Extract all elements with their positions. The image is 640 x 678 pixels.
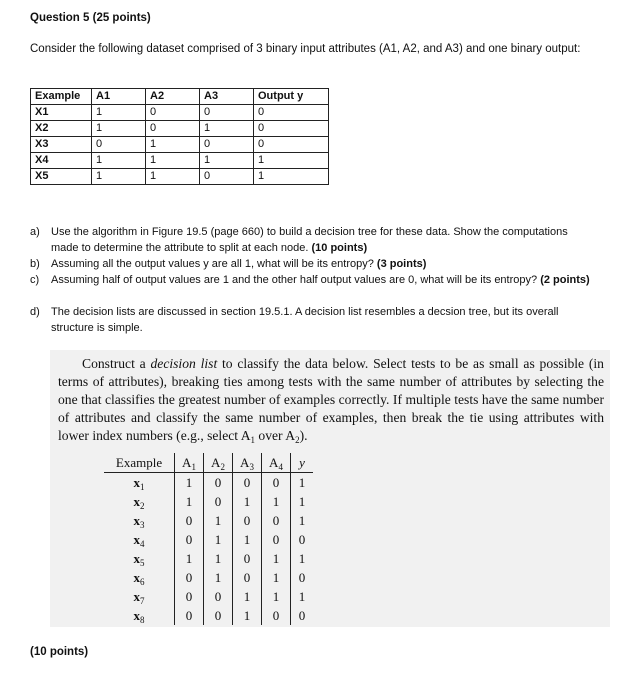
table-cell: 0 [298, 532, 306, 547]
table-header-row [31, 89, 329, 105]
dataset-table [30, 88, 329, 185]
part-points: (10 points) [311, 242, 368, 254]
part-a [30, 224, 590, 256]
table-cell: 1 [92, 153, 146, 169]
table-cell: 0 [175, 568, 204, 587]
part-text: The decision lists are discussed in section 19.5.1. A decision list resembles a decsion tree, but its overall structure is simple. [51, 306, 559, 334]
example-cell [104, 473, 175, 493]
table-cell: X3 [31, 137, 92, 153]
textbook-paragraph [58, 355, 604, 445]
example-x: x [133, 475, 140, 490]
table-cell: 1 [175, 473, 204, 493]
table-cell: X4 [31, 153, 92, 169]
example-cell [104, 511, 175, 530]
header-cell [175, 453, 204, 473]
table-cell: 0 [175, 511, 204, 530]
example-sub: 4 [140, 539, 145, 549]
header-letter: A [269, 455, 279, 470]
table-row [104, 606, 313, 625]
example-cell [104, 568, 175, 587]
table-cell: 1 [92, 169, 146, 185]
table-cell: 1 [204, 511, 233, 530]
header-cell [204, 453, 233, 473]
part-points: (3 points) [376, 258, 427, 270]
part-c [30, 272, 590, 288]
table-cell: 0 [262, 606, 291, 625]
book-emphasis: decision list [150, 356, 218, 371]
table-cell: 0 [204, 587, 233, 606]
header-cell: A3 [200, 89, 254, 105]
header-cell: A2 [146, 89, 200, 105]
header-cell: A1 [92, 89, 146, 105]
part-d [30, 304, 590, 336]
table-cell: 0 [262, 530, 291, 549]
example-sub: 6 [140, 577, 145, 587]
example-sub: 7 [140, 596, 145, 606]
table-row [104, 568, 313, 587]
part-label: d) [30, 306, 40, 318]
table-cell: 0 [146, 105, 200, 121]
header-y: y [299, 455, 305, 470]
table-cell: 1 [262, 492, 291, 511]
header-sub: 4 [278, 462, 283, 472]
part-label: b) [30, 258, 40, 270]
part-text: Assuming half of output values are 1 and the other half output values are 0, what will be its entropy? [51, 274, 538, 286]
example-sub: 1 [140, 482, 145, 492]
footer-points: (10 points) [30, 646, 89, 658]
table-cell: 1 [204, 530, 233, 549]
table-cell: 0 [92, 137, 146, 153]
table-cell: 0 [233, 511, 262, 530]
part-text: Assuming all the output values y are all 1, what will be its entropy? [51, 258, 374, 270]
table-cell: 1 [204, 549, 233, 568]
example-sub: 8 [140, 615, 145, 625]
table-row [104, 587, 313, 606]
table-cell: 0 [175, 587, 204, 606]
table-header-row [104, 453, 313, 473]
table-cell: X5 [31, 169, 92, 185]
table-cell: 0 [233, 549, 262, 568]
part-b [30, 256, 590, 272]
table-cell: 1 [233, 530, 262, 549]
table-cell: 0 [175, 606, 204, 625]
table-cell: 0 [200, 169, 254, 185]
table-cell: 0 [175, 530, 204, 549]
table-cell: 1 [146, 153, 200, 169]
table-cell: 0 [254, 137, 329, 153]
table-row [104, 492, 313, 511]
table-cell: 0 [262, 511, 291, 530]
example-x: x [133, 570, 140, 585]
header-letter: A [240, 455, 250, 470]
example-cell [104, 492, 175, 511]
table-cell: 1 [298, 589, 306, 604]
table-cell: 0 [204, 606, 233, 625]
table-row [104, 473, 313, 493]
table-cell: 0 [298, 608, 306, 623]
book-text: to classify the data below. Select tests to be as small as possible (in terms of attributes), breaking ties among tests with the same number of attributes by selecting the one that classifies the greatest number of examples correctly. If multiple tests have the same number of attributes and classify the same number of examples, then break the tie using attributes with lower index numbers (e.g., select A [58, 356, 604, 443]
table-cell: 0 [204, 492, 233, 511]
table-cell: 0 [233, 568, 262, 587]
table-cell: 1 [233, 492, 262, 511]
table-row [104, 530, 313, 549]
table-cell: 0 [146, 121, 200, 137]
example-cell [104, 606, 175, 625]
table-cell: 0 [254, 105, 329, 121]
table-cell: 0 [200, 105, 254, 121]
header-sub: 2 [220, 462, 225, 472]
question-intro: Consider the following dataset comprised of 3 binary input attributes (A1, A2, and A3) and one binary output: [30, 43, 581, 55]
header-cell [262, 453, 291, 473]
decision-list-table [104, 453, 313, 625]
example-sub: 3 [140, 520, 145, 530]
header-letter: A [211, 455, 221, 470]
table-cell: 1 [298, 551, 306, 566]
table-cell: 1 [233, 606, 262, 625]
example-x: x [133, 532, 140, 547]
table-cell: 1 [262, 568, 291, 587]
example-x: x [133, 589, 140, 604]
table-cell: X2 [31, 121, 92, 137]
table-cell: 1 [204, 568, 233, 587]
table-cell: 1 [92, 105, 146, 121]
table-cell: 0 [200, 137, 254, 153]
table-cell: 0 [204, 473, 233, 493]
table-cell: 1 [92, 121, 146, 137]
table-cell: 0 [254, 121, 329, 137]
book-text: ). [299, 428, 308, 443]
question-title: Question 5 (25 points) [30, 12, 151, 24]
book-subscript: 1 [250, 435, 256, 445]
example-x: x [133, 494, 140, 509]
table-cell: 1 [298, 513, 306, 528]
example-x: x [133, 551, 140, 566]
table-cell: 1 [233, 587, 262, 606]
table-cell: 1 [254, 169, 329, 185]
table-row [104, 549, 313, 568]
table-cell: 1 [200, 121, 254, 137]
header-cell: Example [31, 89, 92, 105]
part-label: a) [30, 226, 40, 238]
header-sub: 3 [249, 462, 254, 472]
table-cell: 0 [262, 473, 291, 493]
table-cell: 1 [254, 153, 329, 169]
header-cell [233, 453, 262, 473]
header-sub: 1 [191, 462, 196, 472]
table-cell: 1 [175, 549, 204, 568]
header-cell: Output y [254, 89, 329, 105]
part-label: c) [30, 274, 40, 286]
example-sub: 5 [140, 558, 145, 568]
book-subscript: 2 [295, 435, 300, 445]
example-cell [104, 549, 175, 568]
table-cell: 1 [146, 169, 200, 185]
header-letter: A [182, 455, 192, 470]
table-row [31, 105, 329, 121]
example-cell [104, 530, 175, 549]
table-cell: 0 [233, 473, 262, 493]
book-text: over A [255, 428, 296, 443]
header-cell: Example [104, 453, 175, 473]
table-cell: 1 [200, 153, 254, 169]
book-text: Construct a [82, 356, 151, 371]
example-x: x [133, 608, 140, 623]
table-row [104, 511, 313, 530]
table-cell: 1 [298, 475, 306, 490]
header-cell [291, 453, 314, 473]
table-cell: 1 [262, 587, 291, 606]
example-sub: 2 [140, 501, 145, 511]
table-cell: 1 [262, 549, 291, 568]
table-row [31, 153, 329, 169]
table-cell: X1 [31, 105, 92, 121]
table-cell: 1 [298, 494, 306, 509]
table-cell: 1 [175, 492, 204, 511]
table-row [31, 137, 329, 153]
table-row [31, 169, 329, 185]
table-row [31, 121, 329, 137]
example-cell [104, 587, 175, 606]
example-x: x [133, 513, 140, 528]
table-cell: 0 [298, 570, 306, 585]
part-points: (2 points) [540, 274, 590, 286]
part-text: Use the algorithm in Figure 19.5 (page 660) to build a decision tree for these data. Show the computations made to determine the attribute to split at each node. [51, 226, 568, 254]
table-cell: 1 [146, 137, 200, 153]
